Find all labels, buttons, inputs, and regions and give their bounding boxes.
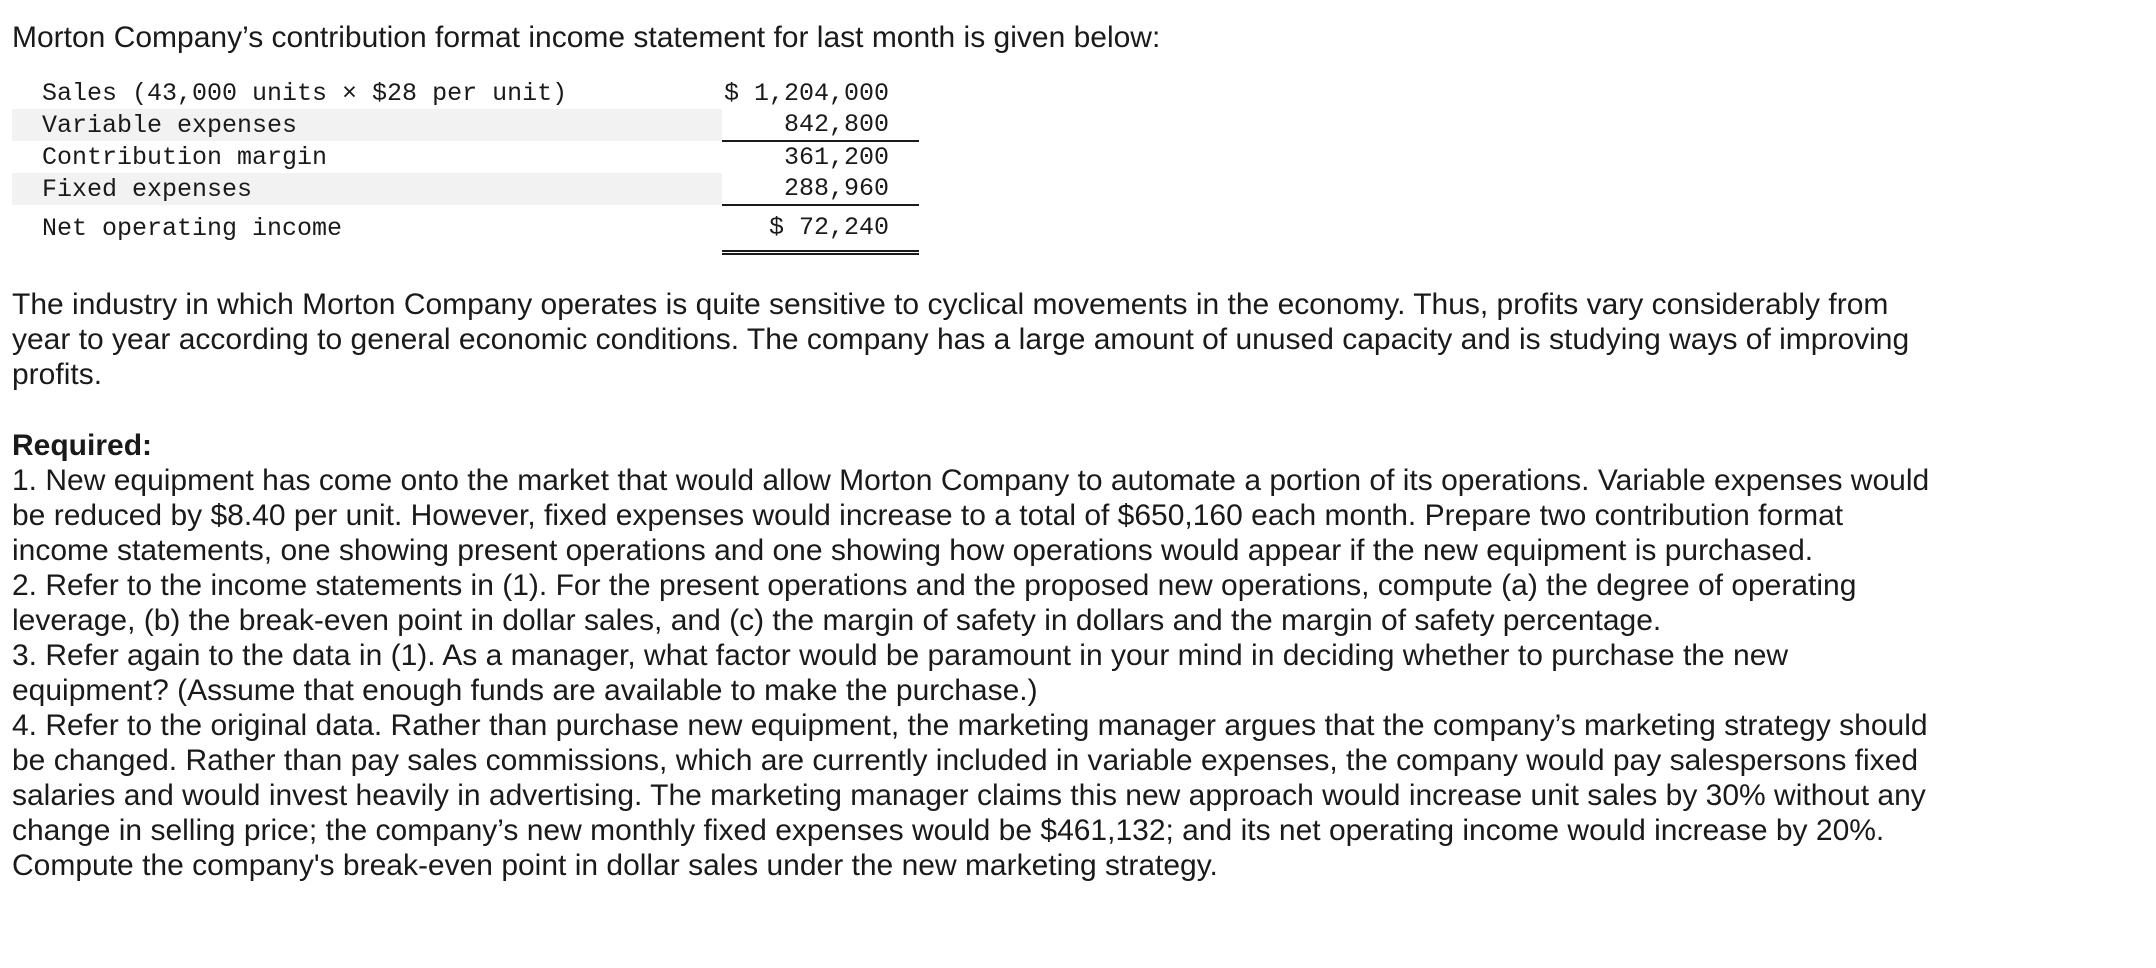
statement-row-contribution-margin: [12, 141, 919, 173]
row-label: Fixed expenses: [12, 173, 722, 205]
required-item-4: 4. Refer to the original data. Rather than purchase new equipment, the marketing manager argues that the company’s marketing strategy should be changed. Rather than pay sales commissions, which are currently included in variable expenses, the company would pay salespersons fixed salaries and would invest heavily in advertising. The marketing manager claims this new approach would increase unit sales by 30% without any change in selling price; the company’s new monthly fixed expenses would be $461,132; and its net operating income would increase by 20%. Compute the company's break-even point in dollar sales under the new marketing strategy.: [12, 709, 1928, 882]
row-amount: 361,200: [783, 143, 889, 172]
statement-row-fixed-expenses: [12, 173, 919, 205]
intro-text: Morton Company’s contribution format income statement for last month is given below:: [12, 21, 1161, 54]
statement-row-sales: [12, 78, 919, 109]
statement-row-variable-expenses: [12, 109, 919, 141]
required-heading: Required:: [12, 429, 153, 462]
required-item-2: 2. Refer to the income statements in (1). For the present operations and the proposed new operations, compute (a) the degree of operating leverage, (b) the break-even point in dollar sales, and (c) the margin of safety in dollars and the margin of safety percentage.: [12, 569, 1857, 637]
row-amount: 288,960: [722, 173, 919, 205]
income-statement-table: [12, 78, 919, 255]
row-label: Contribution margin: [42, 142, 328, 172]
statement-row-net-operating-income: [12, 205, 919, 253]
required-item-3: 3. Refer again to the data in (1). As a manager, what factor would be paramount in your mind in deciding whether to purchase the new equipment? (Assume that enough funds are available to make the purchase.): [12, 639, 1789, 707]
context-paragraph: The industry in which Morton Company operates is quite sensitive to cyclical movements in the economy. Thus, profits vary considerably from year to year according to general economic conditions. The company has a large amount of unused capacity and is studying ways of improving profits.: [12, 288, 1910, 391]
row-label: Net operating income: [42, 213, 343, 243]
row-amount: $ 72,240: [722, 205, 919, 253]
row-label: Variable expenses: [12, 109, 722, 141]
required-item-1: 1. New equipment has come onto the market that would allow Morton Company to automate a portion of its operations. Variable expenses would be reduced by $8.40 per unit. However, fixed expenses would increase to a total of $650,160 each month. Prepare two contribution format income statements, one showing present operations and one showing how operations would appear if the new equipment is purchased.: [12, 464, 1930, 567]
problem-page: [12, 20, 1942, 883]
row-label: Sales (43,000 units × $28 per unit): [42, 79, 568, 108]
row-amount: 842,800: [722, 109, 919, 141]
row-amount: $ 1,204,000: [723, 79, 889, 108]
